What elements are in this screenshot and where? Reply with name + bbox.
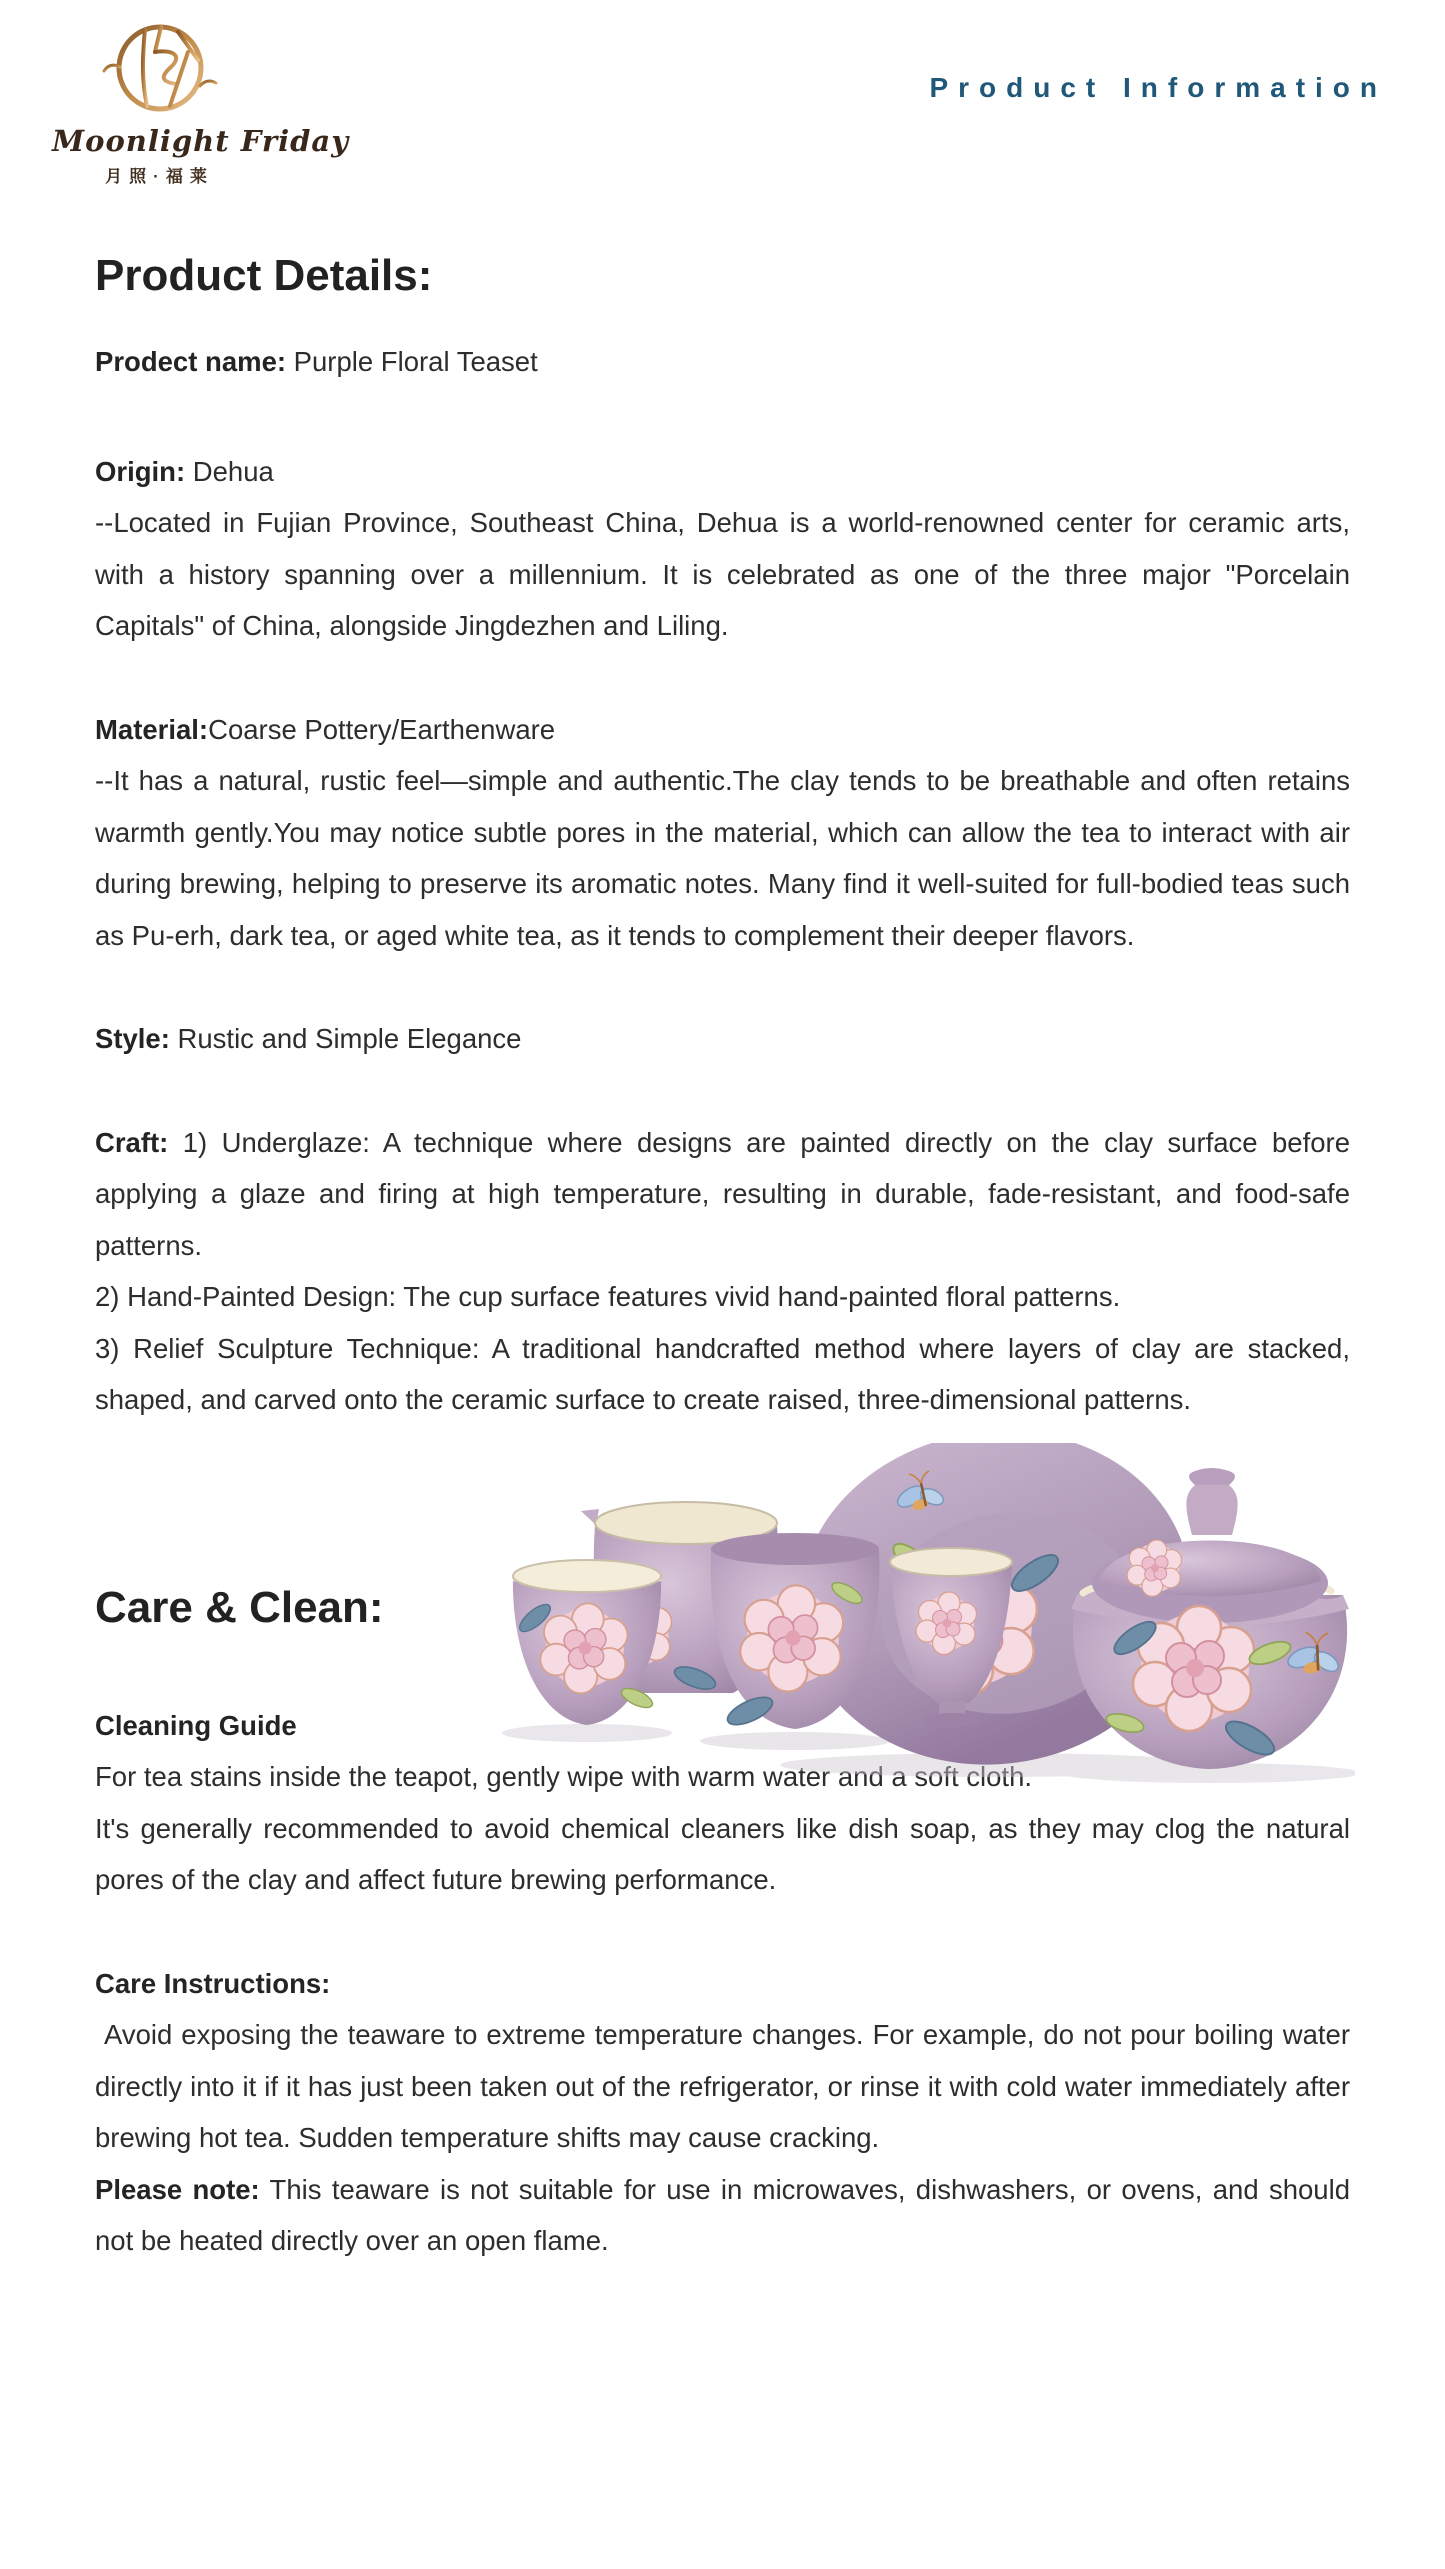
style-label: Style:: [95, 1023, 170, 1054]
brand-name-script: Moonlight Friday: [52, 124, 350, 158]
product-details-heading: Product Details:: [95, 251, 433, 300]
care-instructions-title-text: Care Instructions:: [95, 1967, 331, 1999]
purple-floral-teaset-photo: [495, 1443, 1355, 1783]
origin-label: Origin:: [95, 455, 186, 487]
craft-item-3: 3) Relief Sculpture Technique: A traditional handcrafted method where layers of clay are stacked, shaped, and carved onto the ceramic surface to create raised, three-dimensional patterns.: [95, 1332, 1350, 1415]
style-section: [95, 1013, 1350, 1065]
please-note-text: This teaware is not suitable for use in microwaves, dishwashers, or ovens, and should not be heated directly over an open flame.: [95, 2173, 1350, 2256]
care-instructions-title: [95, 1958, 1350, 2010]
origin-line: [95, 446, 1350, 498]
origin-description: --Located in Fujian Province, Southeast China, Dehua is a world-renowned center for ceramic arts, with a history spanning over a millennium. It is celebrated as one of the three major "Porcelain Capitals" of China, alongside Jingdezhen and Liling.: [95, 507, 1350, 641]
brand-logo: [52, 14, 350, 187]
product-name-line: [95, 336, 1350, 388]
style-line: [95, 1013, 1350, 1065]
craft-item-2: 2) Hand-Painted Design: The cup surface features vivid hand-painted floral patterns.: [95, 1281, 1121, 1312]
cleaning-guide-line-2: It's generally recommended to avoid chemical cleaners like dish soap, as they may clog the natural pores of the clay and affect future brewing performance.: [95, 1812, 1350, 1895]
material-line: [95, 704, 1350, 756]
craft-label: Craft:: [95, 1126, 169, 1158]
brand-name-chinese: 月照·福莱: [105, 167, 214, 187]
care-instructions-body: Avoid exposing the teaware to extreme temperature changes. For example, do not pour boiling water directly into it if it has just been taken out of the refrigerator, or rinse it with cold water immediately after brewing hot tea. Sudden temperature shifts may cause cracking.: [95, 2019, 1358, 2153]
page-header: [0, 0, 1445, 200]
material-label: Material:: [95, 713, 209, 745]
origin-value: Dehua: [185, 455, 274, 487]
moon-gate-logo-icon: [101, 14, 219, 126]
craft-item-1-text: 1) Underglaze: A technique where designs are painted directly on the clay surface before applying a glaze and firing at high temperature, resulting in durable, fade-resistant, and food-safe patterns.: [95, 1126, 1350, 1261]
care-instructions-section: [95, 1958, 1358, 2267]
product-name-value: Purple Floral Teaset: [286, 346, 538, 377]
style-value: Rustic and Simple Elegance: [169, 1023, 522, 1054]
cleaning-guide-line-1: For tea stains inside the teapot, gently wipe with warm water and a soft cloth.: [95, 1761, 1033, 1792]
material-description: --It has a natural, rustic feel—simple and authentic.The clay tends to be breathable and often retains warmth gently.You may notice subtle pores in the material, which can allow the tea to interact with air during brewing, helping to preserve its aromatic notes. Many find it well-suited for full-bodied teas such as Pu-erh, dark tea, or aged white tea, as it tends to complement their deeper flavors.: [95, 765, 1350, 951]
craft-section: [95, 1117, 1350, 1426]
care-clean-heading: Care & Clean:: [95, 1582, 384, 1632]
material-section: [95, 704, 1350, 962]
document-body: [95, 251, 1358, 2267]
origin-section: [95, 446, 1350, 652]
product-name-label: Prodect name:: [95, 346, 287, 377]
cleaning-guide-title-text: Cleaning Guide: [95, 1709, 297, 1741]
page-label: Product Information: [929, 72, 1387, 103]
please-note-label: Please note:: [95, 2173, 260, 2205]
teaset-illustration: [495, 1443, 1355, 1783]
craft-item-1: [95, 1117, 1350, 1272]
please-note-line: [95, 2164, 1350, 2267]
material-value: Coarse Pottery/Earthenware: [208, 713, 556, 745]
